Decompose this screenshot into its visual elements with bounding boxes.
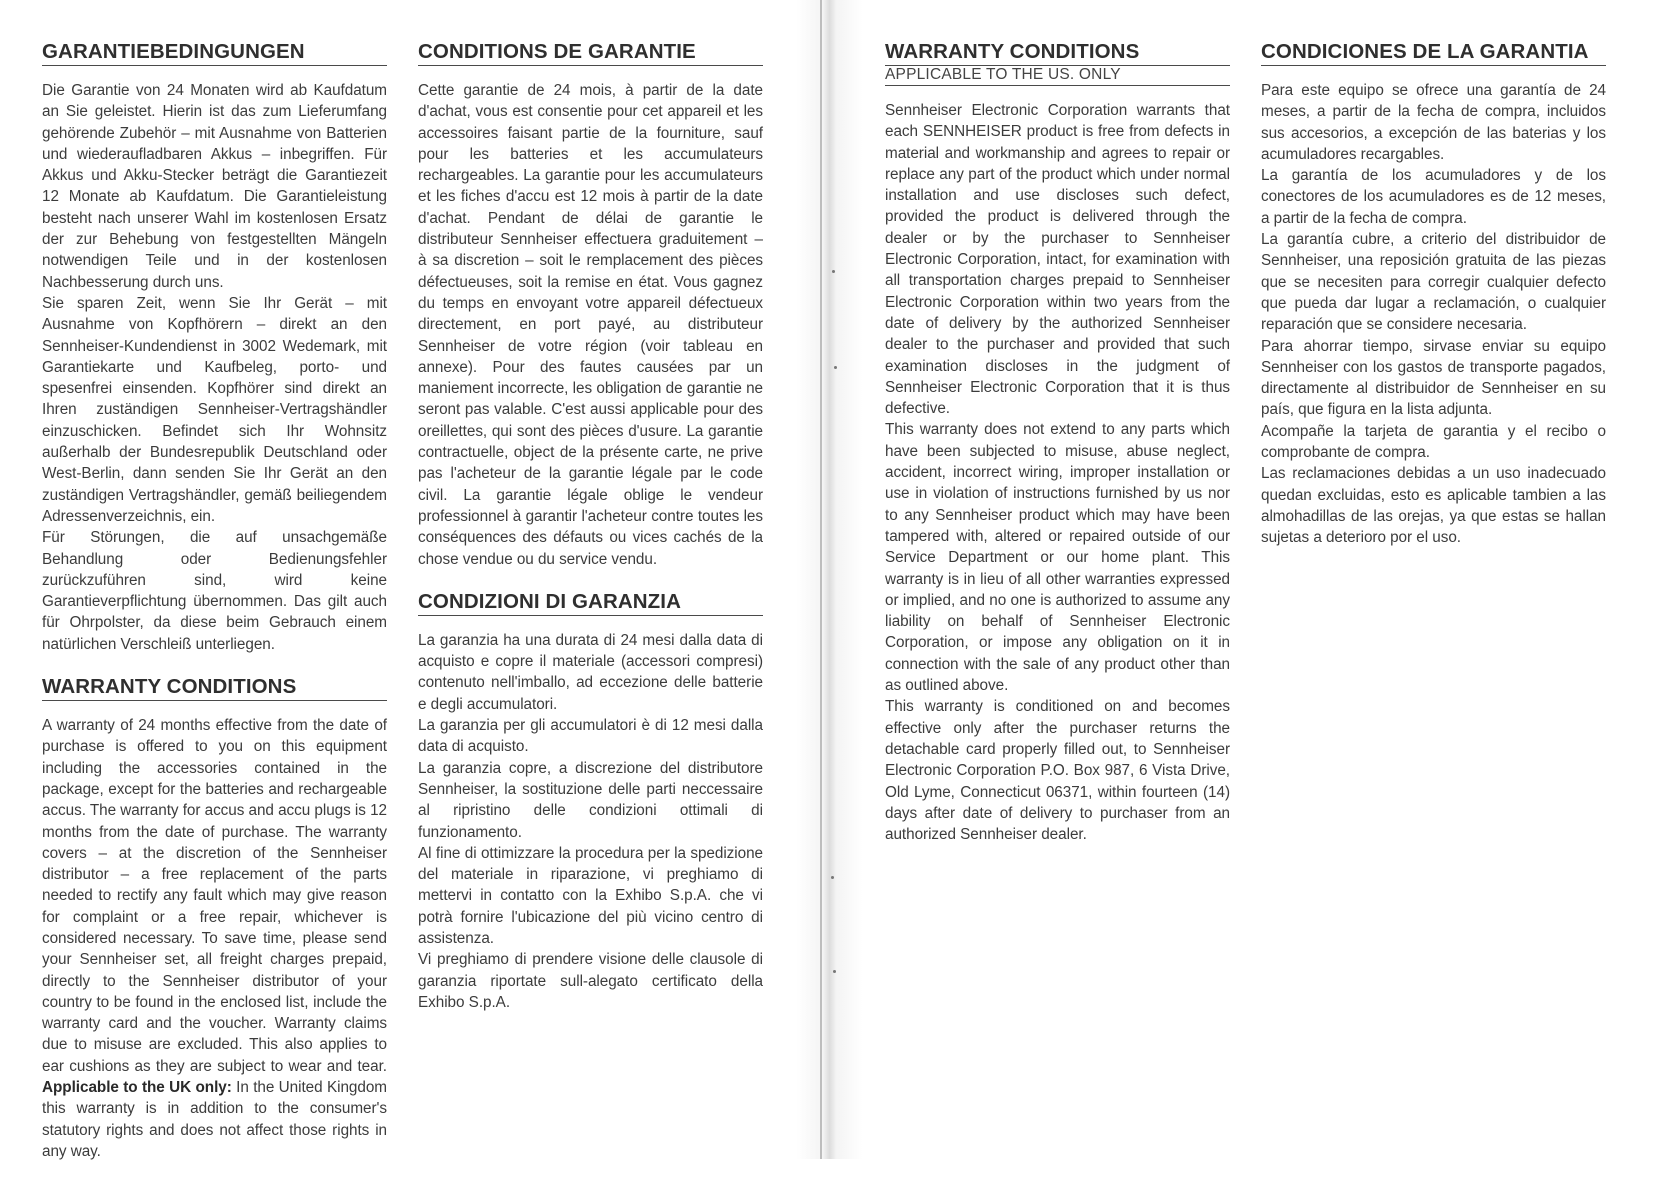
section-conditions-de-garantie (418, 40, 763, 570)
section-heading: CONDIZIONI DI GARANZIA (418, 590, 763, 616)
paragraph: La garanzia ha una durata di 24 mesi dalla data di acquisto e copre il materiale (accessori compresi) contenuto nell'imballo, ad eccezione delle batterie e degli accumulatori. (418, 631, 763, 713)
paragraph: Für Störungen, die auf unsachgemäße Behandlung oder Bedienungsfehler zurückzuführen sind, wird keine Garantieverpflichtung übernommen. Das gilt auch für Ohrpolster, da diese beim Gebrauch einem natürlichen Verschleiß unterliegen. (42, 529, 387, 653)
section-warranty-conditions (42, 675, 387, 1162)
column-german-english (42, 40, 387, 1182)
paragraph: La garantía de los acumuladores y de los conectores de los acumuladores es de 12 meses, a partir de la fecha de compra. (1261, 167, 1606, 227)
section-heading: WARRANTY CONDITIONS (885, 40, 1230, 66)
section-condiciones-de-la-garantia (1261, 40, 1606, 549)
uk-applicability-text: In the United Kingdom this warranty is in addition to the consumer's statutory rights and does not affect those rights in any way. (42, 1079, 387, 1160)
section-heading: CONDITIONS DE GARANTIE (418, 40, 763, 66)
scan-speck (832, 270, 835, 273)
scan-speck (831, 876, 834, 879)
paragraph: Las reclamaciones debidas a un uso inadecuado quedan excluidas, esto es aplicable tambien a las almohadillas de las orejas, ya que estas se hallan sujetas a deterioro por el uso. (1261, 465, 1606, 547)
paragraph: Para ahorrar tiempo, sirvase enviar su equipo Sennheiser con los gastos de transporte pagados, directamente al distribuidor de Sennheiser en su país, que figura en la lista adjunta. (1261, 337, 1606, 419)
section-garantiebedingungen (42, 40, 387, 655)
section-condizioni-di-garanzia (418, 590, 763, 1013)
paragraph: This warranty does not extend to any parts which have been subjected to misuse, abuse neglect, accident, incorrect wiring, improper installation or use in violation of instructions furnished by us nor to any Sennheiser product which may have been tampered with, altered or repaired outside of our Service Department or our home plant. This warranty is in lieu of all other warranties expressed or implied, and no one is authorized to assume any liability on behalf of Sennheiser Electronic Corporation, or impose any obligation on it in connection with the sale of any product other than as outlined above. (885, 421, 1230, 695)
paragraph: La garantía cubre, a criterio del distribuidor de Sennheiser, una reposición gratuita de las piezas que se necesiten para corregir cualquier defecto que pueda dar lugar a reclamación, o cualquier reparación que se considere necesaria. (1261, 231, 1606, 334)
section-warranty-conditions-us (885, 40, 1230, 845)
paragraph: Acompañe la tarjeta de garantia y el recibo o comprobante de compra. (1261, 422, 1606, 462)
paragraph: Vi preghiamo di prendere visione delle clausole di garanzia riportate sull-alegato certificato della Exhibo S.p.A. (418, 951, 763, 1011)
uk-applicability-label: Applicable to the UK only: (42, 1079, 232, 1097)
paragraph (42, 715, 387, 1162)
paragraph: This warranty is conditioned on and becomes effective only after the purchaser returns the detachable card properly filled out, to Sennheiser Electronic Corporation P.O. Box 987, 6 Vista Drive, Old Lyme, Connecticut 06371, within fourteen (14) days after date of delivery to purchaser from an authorized Sennheiser dealer. (885, 698, 1230, 844)
paragraph: Cette garantie de 24 mois, à partir de la date d'achat, vous est consentie pour cet appareil et les accessoires faisant partie de la fourniture, sauf pour les batteries et les accumulateurs rechargeables. La garantie pour les accumulateurs et les fiches d'accu est 12 mois à partir de la date d'achat. Pendant de délai de garantie le distributeur Sennheiser effectuera graduitement – à sa discretion – soit le remplacement des pièces défectueuses, soit la remise en état. Vous gagnez du temps en envoyant votre appareil défectueux directement, en port payé, au distributeur Sennheiser de votre région (voir tableau en annexe). Pour des fautes causées par un maniement incorrecte, les obligation de garantie ne seront pas valable. C'est aussi applicable pour des oreillettes, qui sont des pièces d'usure. La garantie contractuelle, object de la présente carte, ne prive pas l'acheteur de la garantie légale par le code civil. La garantie légale oblige le vendeur professionnel à garantir l'acheteur contre toutes les conséquences des défauts ou vices cachés de la chose vendue ou du service vendu. (418, 82, 763, 568)
column-french-italian (418, 40, 763, 1033)
paragraph: La garanzia per gli accumulatori è di 12 mesi dalla data di acquisto. (418, 717, 763, 756)
paragraph-text: A warranty of 24 months effective from the date of purchase is offered to you on this equipment including the accessories contained in the package, except for the batteries and rechargeable accus. The warranty for accus and accu plugs is 12 months from the date of purchase. The warranty covers – at the discretion of the Sennheiser distributor – a free replacement of the parts needed to rectify any fault which may give reason for complaint or a free repair, whichever is considered necessary. To save time, please send your Sennheiser set, all freight charges prepaid, directly to the Sennheiser distributor of your country to be found in the enclosed list, include the warranty card and the voucher. Warranty claims due to misuse are excluded. This also applies to ear cushions as they are subject to wear and tear. (42, 717, 387, 1075)
paragraph: Sie sparen Zeit, wenn Sie Ihr Gerät – mit Ausnahme von Kopfhörern – direkt an den Sennheiser-Kundendienst in 3002 Wedemark, mit Garantiekarte und Kaufbeleg, porto- und spesenfrei einsenden. Kopfhörer sind direkt an Ihren zuständigen Sennheiser-Vertragshändler einzuschicken. Befindet sich Ihr Wohnsitz außerhalb der Bundesrepublik Deutschland oder West-Berlin, dann senden Sie Ihr Gerät an den zuständigen Vertragshändler, gemäß beiliegendem Adressenverzeichnis, ein. (42, 294, 387, 525)
paragraph: Para este equipo se ofrece una garantía de 24 meses, a partir de la fecha de compra, incluidos sus accesorios, a excepción de las baterias y los acumuladores recargables. (1261, 82, 1606, 163)
paragraph: Al fine di ottimizzare la procedura per la spedizione del materiale in riparazione, vi preghiamo di mettervi in contatto con la Exhibo S.p.A. che vi potrà fornire l'ubicazione del più vicino centro di assistenza. (418, 844, 763, 947)
paragraph: Sennheiser Electronic Corporation warrants that each SENNHEISER product is free from defects in material and workmanship and agrees to repair or replace any part of the product which under normal installation and use discloses such defect, provided the product is delivered through the dealer or by the purchaser to Sennheiser Electronic Corporation, intact, for examination with all transportation charges prepaid to Sennheiser Electronic Corporation within two years from the date of delivery by the authorized Sennheiser dealer to the purchaser and provided that such examination discloses in the judgment of Sennheiser Electronic Corporation that it is thus defective. (885, 102, 1230, 418)
paragraph: Die Garantie von 24 Monaten wird ab Kaufdatum an Sie geleistet. Hierin ist das zum Lieferumfang gehörende Zubehör – mit Ausnahme von Batterien und wiederaufladbaren Akkus – inbegriffen. Für Akkus und Akku-Stecker beträgt die Garantiezeit 12 Monate ab Kaufdatum. Die Garantieleistung besteht nach unserer Wahl im kostenlosen Ersatz der zur Behebung von festgestellten Mängeln notwendigen Teile und in der kostenlosen Nachbesserung durch uns. (42, 82, 387, 291)
section-heading: CONDICIONES DE LA GARANTIA (1261, 40, 1606, 66)
column-spanish (1261, 40, 1606, 569)
scan-speck (834, 366, 837, 369)
page-gutter (820, 0, 822, 1159)
section-heading: WARRANTY CONDITIONS (42, 675, 387, 701)
section-subheading: APPLICABLE TO THE US. ONLY (885, 66, 1230, 86)
paragraph: La garanzia copre, a discrezione del distributore Sennheiser, la sostituzione delle parti neccessaire al ripristino delle condizioni ottimali di funzionamento. (418, 759, 763, 841)
section-heading: GARANTIEBEDINGUNGEN (42, 40, 387, 66)
scan-speck (833, 970, 836, 973)
column-us-warranty (885, 40, 1230, 865)
